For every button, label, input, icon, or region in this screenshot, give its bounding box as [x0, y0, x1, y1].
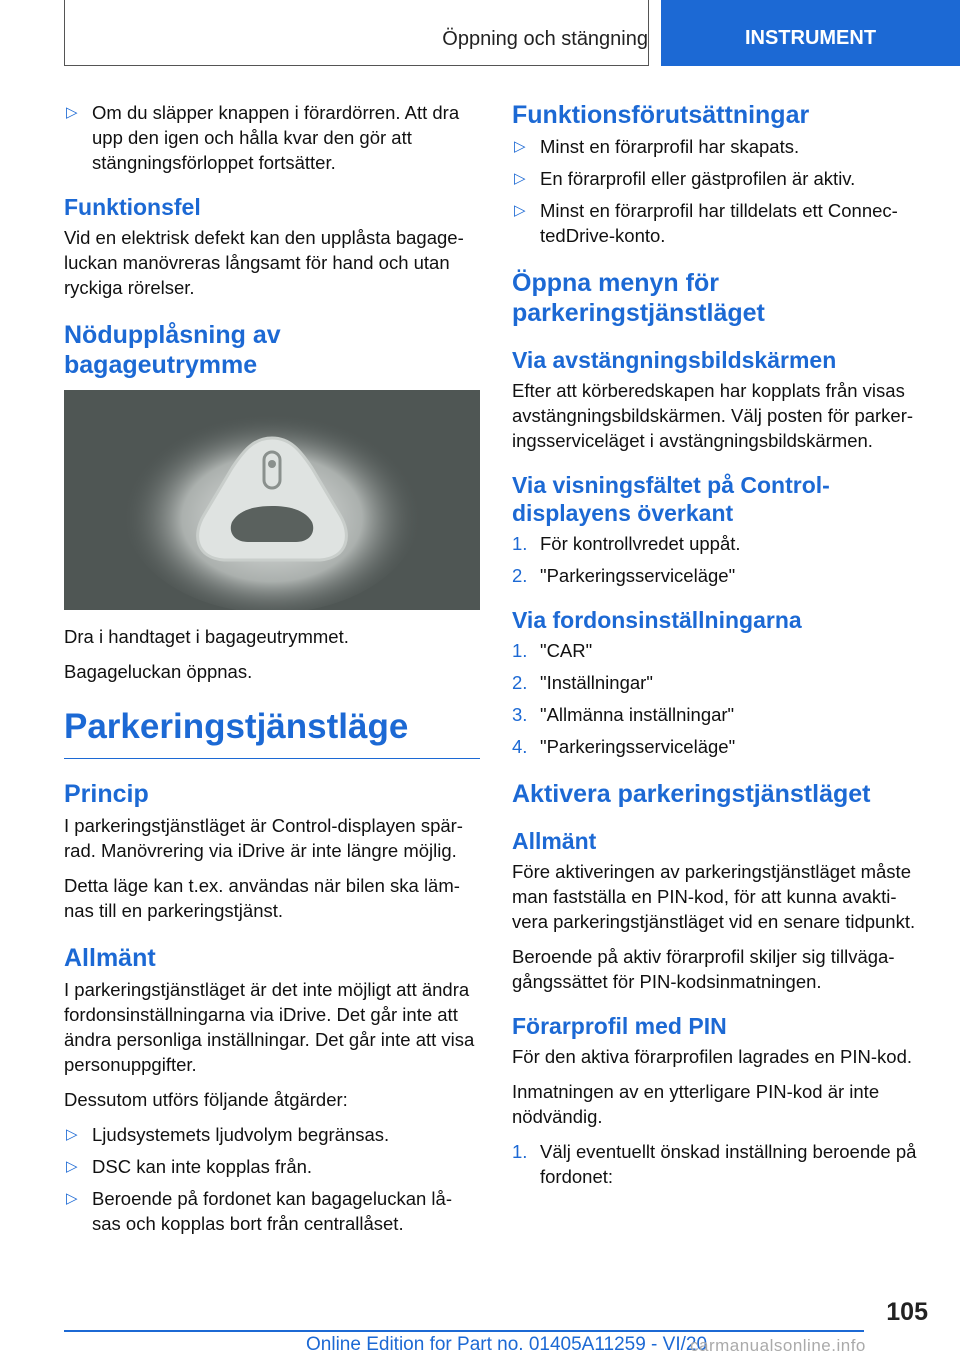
list-item: ▷ DSC kan inte kopplas från. [66, 1156, 313, 1177]
edition-note: Online Edition for Part no. 01405A11259 - VI/20 [306, 1334, 708, 1355]
oppna-heading: Öppna menyn för parkeringstjänstläget [512, 269, 765, 327]
chapter-tab[interactable]: INSTRUMENT [661, 0, 960, 66]
left-column [64, 100, 480, 1243]
aktivera-heading: Aktivera parkeringstjänstläget [512, 780, 871, 808]
via-visn-steps [512, 531, 930, 588]
list-item: 1. För kontrollvredet uppåt. [512, 533, 741, 554]
main-heading: Parkeringstjänstläge [64, 706, 480, 759]
list-item: 4. "Parkeringsserviceläge" [512, 736, 736, 757]
princip-text-2: Detta läge kan t.ex. användas när bilen ska läm-nas till en parkeringstjänst. [64, 875, 460, 921]
list-item: ▷ Beroende på fordonet kan bagageluckan lå-sas och kopplas bort från centrallåset. [66, 1188, 452, 1234]
list-item: 2. "Parkeringsserviceläge" [512, 565, 736, 586]
forutsattningar-heading: Funktionsförutsättningar [512, 101, 810, 129]
allmant-text-1: I parkeringstjänstläget är det inte möjligt att ändra fordonsinställningarna via iDrive. Det går inte att ändra personliga inställningar. Det går inte att visa personuppgifter. [64, 979, 475, 1075]
triangle-bullet-icon: ▷ [66, 1158, 78, 1175]
triangle-bullet-icon: ▷ [514, 138, 526, 155]
nodupplasning-heading: Nödupplåsning av bagageutrymme [64, 321, 281, 379]
allmant-text-2: Dessutom utförs följande åtgärder: [64, 1089, 348, 1110]
triangle-bullet-icon: ▷ [66, 1190, 78, 1207]
triangle-bullet-icon: ▷ [514, 202, 526, 219]
forarprofil-text-1: För den aktiva förarprofilen lagrades en PIN-kod. [512, 1046, 913, 1067]
princip-text-1: I parkeringstjänstläget är Control-displayen spär-rad. Manövrering via iDrive är inte längre möjlig. [64, 815, 463, 861]
footer-divider [64, 1330, 864, 1332]
page-number: 105 [886, 1298, 928, 1326]
result-text: Bagageluckan öppnas. [64, 661, 253, 682]
triangle-bullet-icon: ▷ [514, 170, 526, 187]
triangle-bullet-icon: ▷ [66, 1126, 78, 1143]
allmant-list [64, 1122, 480, 1236]
list-item: ▷ Om du släpper knappen i förardörren. Att dra upp den igen och hålla kvar den gör att stängningsförloppet fortsätter. [66, 102, 460, 173]
allmant-right-text-1: Före aktiveringen av parkeringstjänstläget måste man fastställa en PIN-kod, för att kunna avakti-vera parkeringstjänstläget vid en senare tidpunkt. [512, 861, 916, 932]
list-item: 1. "CAR" [512, 640, 593, 661]
via-ford-steps [512, 638, 930, 759]
section-title: Öppning och stängning [442, 28, 648, 50]
trunk-handle-icon [64, 390, 480, 610]
list-item: 3. "Allmänna inställningar" [512, 704, 735, 725]
intro-list [64, 100, 480, 175]
instruction-text: Dra i handtaget i bagageutrymmet. [64, 626, 349, 647]
forarprofil-steps [512, 1139, 930, 1189]
funktionsfel-text: Vid en elektrisk defekt kan den upplåsta bagage-luckan manövreras långsamt för hand och utan ryckiga rörelser. [64, 227, 464, 298]
allmant-heading: Allmänt [64, 944, 156, 972]
forutsattningar-list [512, 134, 930, 248]
funktionsfel-heading: Funktionsfel [64, 194, 201, 220]
list-item: ▷ En förarprofil eller gästprofilen är aktiv. [514, 168, 856, 189]
right-column [512, 100, 930, 1196]
watermark: carmanualsonline.info [690, 1336, 866, 1355]
list-item: 2. "Inställningar" [512, 672, 653, 693]
forarprofil-text-2: Inmatningen av en ytterligare PIN-kod är inte nödvändig. [512, 1081, 880, 1127]
list-item: ▷ Minst en förarprofil har tilldelats ett Connec-tedDrive-konto. [514, 200, 898, 246]
list-item: ▷ Ljudsystemets ljudvolym begränsas. [66, 1124, 390, 1145]
allmant-heading-right: Allmänt [512, 828, 597, 854]
list-item: 1. Välj eventuellt önskad inställning beroende på fordonet: [512, 1141, 917, 1187]
page-header [0, 0, 960, 66]
triangle-bullet-icon: ▷ [66, 104, 78, 121]
via-visn-heading: Via visningsfältet på Control-displayens överkant [512, 472, 830, 526]
via-avst-text: Efter att körberedskapen har kopplats från visas avstängningsbildskärmen. Välj posten för parker-ingsserviceläget i avstängningsbildskärmen. [512, 380, 914, 451]
via-ford-heading: Via fordonsinställningarna [512, 607, 802, 633]
forarprofil-heading: Förarprofil med PIN [512, 1013, 727, 1039]
list-item: ▷ Minst en förarprofil har skapats. [514, 136, 800, 157]
via-avst-heading: Via avstängningsbildskärmen [512, 347, 837, 373]
princip-heading: Princip [64, 780, 149, 808]
trunk-handle-photo [64, 390, 480, 610]
allmant-right-text-2: Beroende på aktiv förarprofil skiljer sig tillväga-gångssättet för PIN-kodsinmatningen. [512, 946, 895, 992]
